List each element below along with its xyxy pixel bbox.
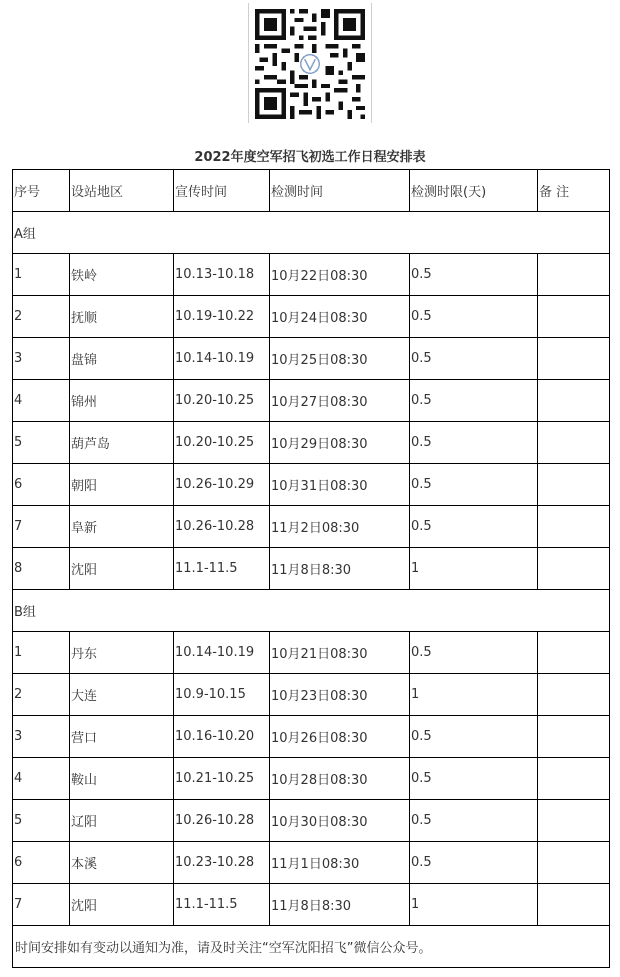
cell-no: 6	[13, 842, 70, 884]
table-row	[13, 296, 610, 338]
cell-promo: 10.19-10.22	[174, 296, 270, 338]
cell-test: 11月8日8:30	[270, 548, 410, 590]
cell-test: 11月1日08:30	[270, 842, 410, 884]
cell-promo: 10.21-10.25	[174, 758, 270, 800]
cell-days: 0.5	[410, 842, 538, 884]
table-row	[13, 716, 610, 758]
cell-note	[538, 758, 610, 800]
cell-test: 10月29日08:30	[270, 422, 410, 464]
cell-area: 朝阳	[70, 464, 174, 506]
cell-area: 铁岭	[70, 254, 174, 296]
cell-test: 10月25日08:30	[270, 338, 410, 380]
qr-code-icon	[255, 9, 365, 119]
cell-promo: 10.23-10.28	[174, 842, 270, 884]
cell-no: 5	[13, 422, 70, 464]
cell-note	[538, 632, 610, 674]
table-row	[13, 422, 610, 464]
column-header: 备 注	[538, 170, 610, 212]
cell-area: 鞍山	[70, 758, 174, 800]
cell-days: 1	[410, 674, 538, 716]
cell-note	[538, 800, 610, 842]
cell-note	[538, 464, 610, 506]
table-row	[13, 800, 610, 842]
cell-area: 沈阳	[70, 548, 174, 590]
table-row	[13, 884, 610, 926]
column-header: 序号	[13, 170, 70, 212]
qr-code	[248, 3, 372, 123]
cell-promo: 10.26-10.28	[174, 800, 270, 842]
cell-area: 沈阳	[70, 884, 174, 926]
group-row	[13, 590, 610, 632]
cell-note	[538, 254, 610, 296]
table-row	[13, 464, 610, 506]
cell-no: 5	[13, 800, 70, 842]
cell-test: 10月26日08:30	[270, 716, 410, 758]
cell-note	[538, 422, 610, 464]
cell-area: 锦州	[70, 380, 174, 422]
cell-promo: 10.13-10.18	[174, 254, 270, 296]
cell-test: 10月27日08:30	[270, 380, 410, 422]
cell-promo: 10.16-10.20	[174, 716, 270, 758]
cell-note	[538, 716, 610, 758]
table-row	[13, 254, 610, 296]
cell-promo: 10.26-10.29	[174, 464, 270, 506]
cell-days: 0.5	[410, 758, 538, 800]
cell-promo: 11.1-11.5	[174, 548, 270, 590]
cell-days: 0.5	[410, 716, 538, 758]
group-label: A组	[13, 212, 610, 254]
cell-no: 2	[13, 674, 70, 716]
group-label: B组	[13, 590, 610, 632]
cell-promo: 10.14-10.19	[174, 632, 270, 674]
table-row	[13, 758, 610, 800]
cell-no: 6	[13, 464, 70, 506]
schedule-table	[12, 169, 610, 968]
cell-note	[538, 884, 610, 926]
cell-area: 本溪	[70, 842, 174, 884]
cell-days: 0.5	[410, 338, 538, 380]
cell-test: 11月8日8:30	[270, 884, 410, 926]
cell-no: 3	[13, 338, 70, 380]
cell-no: 7	[13, 506, 70, 548]
cell-area: 辽阳	[70, 800, 174, 842]
footer-note: 时间安排如有变动以通知为准，请及时关注“空军沈阳招飞”微信公众号。	[13, 926, 610, 968]
cell-note	[538, 338, 610, 380]
column-header: 检测时限(天)	[410, 170, 538, 212]
column-header: 宣传时间	[174, 170, 270, 212]
table-row	[13, 674, 610, 716]
cell-days: 1	[410, 884, 538, 926]
table-row	[13, 548, 610, 590]
table-header-row	[13, 170, 610, 212]
cell-days: 0.5	[410, 254, 538, 296]
cell-area: 盘锦	[70, 338, 174, 380]
cell-days: 0.5	[410, 296, 538, 338]
cell-no: 8	[13, 548, 70, 590]
cell-no: 1	[13, 254, 70, 296]
cell-no: 4	[13, 380, 70, 422]
cell-area: 抚顺	[70, 296, 174, 338]
cell-test: 10月30日08:30	[270, 800, 410, 842]
cell-no: 7	[13, 884, 70, 926]
cell-no: 4	[13, 758, 70, 800]
cell-area: 阜新	[70, 506, 174, 548]
table-row	[13, 380, 610, 422]
cell-test: 10月23日08:30	[270, 674, 410, 716]
cell-promo: 10.14-10.19	[174, 338, 270, 380]
cell-promo: 10.9-10.15	[174, 674, 270, 716]
column-header: 检测时间	[270, 170, 410, 212]
cell-days: 0.5	[410, 422, 538, 464]
cell-no: 1	[13, 632, 70, 674]
cell-note	[538, 674, 610, 716]
cell-days: 0.5	[410, 800, 538, 842]
cell-promo: 10.20-10.25	[174, 380, 270, 422]
table-row	[13, 632, 610, 674]
column-header: 设站地区	[70, 170, 174, 212]
cell-promo: 10.26-10.28	[174, 506, 270, 548]
cell-test: 10月21日08:30	[270, 632, 410, 674]
cell-note	[538, 296, 610, 338]
footer-row	[13, 926, 610, 968]
cell-days: 0.5	[410, 380, 538, 422]
cell-test: 11月2日08:30	[270, 506, 410, 548]
cell-days: 1	[410, 548, 538, 590]
group-row	[13, 212, 610, 254]
cell-test: 10月31日08:30	[270, 464, 410, 506]
cell-days: 0.5	[410, 506, 538, 548]
cell-test: 10月28日08:30	[270, 758, 410, 800]
table-row	[13, 338, 610, 380]
cell-promo: 11.1-11.5	[174, 884, 270, 926]
cell-days: 0.5	[410, 632, 538, 674]
cell-area: 葫芦岛	[70, 422, 174, 464]
cell-note	[538, 842, 610, 884]
table-row	[13, 842, 610, 884]
cell-area: 丹东	[70, 632, 174, 674]
cell-test: 10月24日08:30	[270, 296, 410, 338]
cell-note	[538, 380, 610, 422]
cell-promo: 10.20-10.25	[174, 422, 270, 464]
cell-area: 大连	[70, 674, 174, 716]
cell-note	[538, 548, 610, 590]
cell-note	[538, 506, 610, 548]
table-row	[13, 506, 610, 548]
cell-no: 3	[13, 716, 70, 758]
cell-days: 0.5	[410, 464, 538, 506]
cell-test: 10月22日08:30	[270, 254, 410, 296]
cell-no: 2	[13, 296, 70, 338]
cell-area: 营口	[70, 716, 174, 758]
page-title: 2022年度空军招飞初选工作日程安排表	[194, 150, 426, 165]
